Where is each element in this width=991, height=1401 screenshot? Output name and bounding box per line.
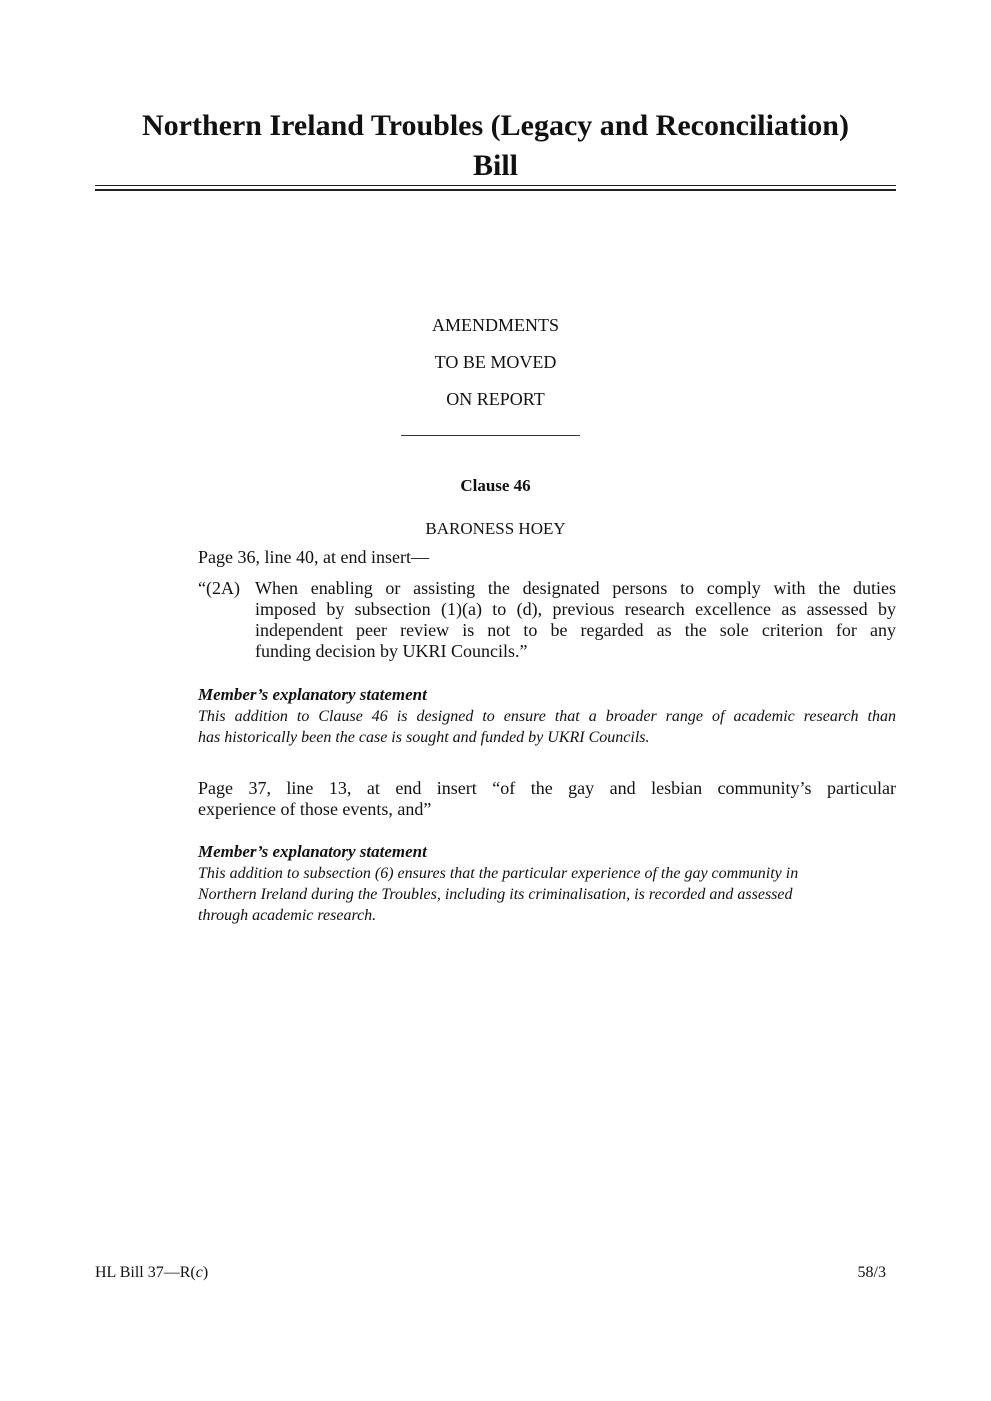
bill-ref-suffix: ) bbox=[202, 1264, 209, 1281]
bill-title-line: Bill bbox=[472, 149, 518, 182]
member-name: BARONESS HOEY bbox=[425, 519, 566, 538]
bill-title-line: Northern Ireland Troubles (Legacy and Reconciliation) bbox=[142, 109, 849, 142]
text-line: experience of those events, and” bbox=[198, 799, 432, 819]
amendment-1-instruction: Page 36, line 40, at end insert— bbox=[198, 547, 429, 567]
bill-ref-italic: c bbox=[195, 1264, 203, 1281]
text-line: This addition to subsection (6) ensures that the particular experience of the gay community in bbox=[198, 865, 799, 882]
text-line: Northern Ireland during the Troubles, including its criminalisation, is recorded and assessed bbox=[198, 886, 793, 903]
heading-line: ON REPORT bbox=[446, 389, 545, 409]
text-line: through academic research. bbox=[198, 907, 377, 924]
bill-ref-prefix: HL Bill 37—R( bbox=[95, 1264, 196, 1281]
amendments-heading bbox=[0, 307, 991, 418]
text-line: Page 37, line 13, at end insert “of the gay and lesbian community’s particular bbox=[198, 778, 896, 798]
amendment-1-label: “(2A) bbox=[198, 578, 240, 598]
section-rule bbox=[401, 435, 580, 436]
bill-reference bbox=[95, 1264, 208, 1282]
text-line: independent peer review is not to be regarded as the sole criterion for any bbox=[255, 620, 896, 640]
explanatory-statement-heading: Member’s explanatory statement bbox=[198, 842, 427, 861]
clause-heading: Clause 46 bbox=[460, 476, 531, 495]
title-rule bbox=[95, 189, 896, 191]
explanatory-statement-heading: Member’s explanatory statement bbox=[198, 685, 427, 704]
text-line: has historically been the case is sought and funded by UKRI Councils. bbox=[198, 729, 650, 746]
heading-line: AMENDMENTS bbox=[431, 315, 559, 335]
text-line: This addition to Clause 46 is designed to ensure that a broader range of academic research than bbox=[198, 708, 896, 725]
amendment-2-text bbox=[198, 778, 896, 820]
text-line: funding decision by UKRI Councils.” bbox=[255, 641, 528, 661]
explanatory-statement bbox=[198, 706, 896, 748]
text-line: imposed by subsection (1)(a) to (d), previous research excellence as assessed by bbox=[255, 599, 896, 619]
text-line: When enabling or assisting the designated persons to comply with the duties bbox=[255, 578, 896, 598]
title-rule bbox=[95, 185, 896, 186]
bill-title bbox=[60, 106, 931, 186]
heading-line: TO BE MOVED bbox=[434, 352, 557, 372]
explanatory-statement bbox=[198, 863, 896, 926]
page-reference: 58/3 bbox=[857, 1264, 886, 1281]
amendment-1-text bbox=[255, 578, 896, 662]
